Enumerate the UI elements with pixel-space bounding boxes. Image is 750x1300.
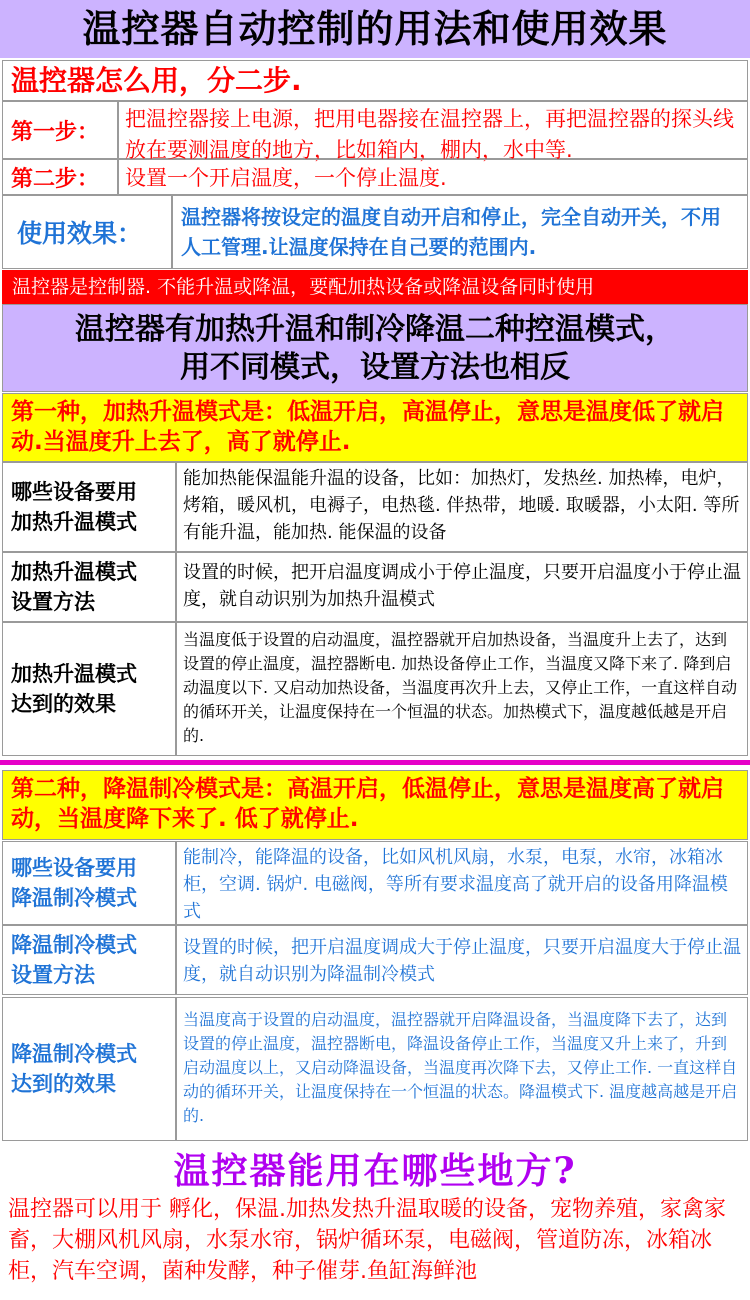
- cooling-result-label-line1: 降温制冷模式: [11, 1042, 137, 1066]
- section-divider: [0, 760, 750, 765]
- heating-result-label: [2, 622, 176, 756]
- cooling-devices-label: [2, 841, 176, 925]
- heating-setting-text: 设置的时候，把开启温度调成小于停止温度，只要开启温度小于停止温度，就自动识别为加热升温模式: [176, 552, 748, 622]
- cooling-setting-text: 设置的时候，把开启温度调成大于停止温度，只要开启温度大于停止温度，就自动识别为降温制冷模式: [176, 925, 748, 995]
- heating-result-text: 当温度低于设置的启动温度，温控器就开启加热设备，当温度升上去了，达到设置的停止温度，温控器断电. 加热设备停止工作，当温度又降下来了. 降到启动温度以下. 又启动加热设备，当温度再次升上去，又停止工作，一直这样自动的循环开关，让温度保持在一个恒温的状态。加热模式下，温度越低越是开启的.: [176, 622, 748, 756]
- heating-devices-label-line1: 哪些设备要用: [11, 480, 137, 504]
- cooling-result-label: [2, 997, 176, 1141]
- cooling-devices-text: 能制冷，能降温的设备，比如风机风扇，水泵，电泵，水帘，冰箱冰柜，空调. 锅炉. 电磁阀，等所有要求温度高了就开启的设备用降温模式: [176, 841, 748, 925]
- step1-label: 第一步：: [2, 101, 118, 159]
- effect-text: 温控器将按设定的温度自动开启和停止，完全自动开关，不用人工管理.让温度保持在自己要的范围内.: [172, 195, 748, 269]
- heating-mode-header: 第一种，加热升温模式是：低温开启，高温停止，意思是温度低了就启动.当温度升上去了，高了就停止.: [2, 393, 748, 462]
- heating-devices-label-line2: 加热升温模式: [11, 510, 137, 534]
- step1-text: 把温控器接上电源，把用电器接在温控器上，再把温控器的探头线放在要测温度的地方，比如箱内，棚内，水中等.: [118, 101, 748, 159]
- modes-line-1: 温控器有加热升温和制冷降温二种控温模式，: [75, 312, 675, 347]
- usage-title: 温控器能用在哪些地方?: [173, 1150, 577, 1192]
- heating-setting-label-line2: 设置方法: [11, 590, 95, 614]
- cooling-setting-label: [2, 925, 176, 995]
- step2-label: 第二步：: [2, 159, 118, 195]
- howto-heading: 温控器怎么用，分二步.: [2, 60, 748, 101]
- cooling-result-label-line2: 达到的效果: [11, 1072, 116, 1096]
- modes-heading: [2, 304, 748, 392]
- usage-text: 温控器可以用于 孵化，保温.加热发热升温取暖的设备，宠物养殖，家禽家畜，大棚风机风扇，水泵水帘，锅炉循环泵，电磁阀，管道防冻，冰箱冰柜，汽车空调，菌种发酵，种子催芽.鱼缸海鲜池: [8, 1197, 726, 1284]
- heating-result-label-line1: 加热升温模式: [11, 662, 137, 686]
- heating-devices-text: 能加热能保温能升温的设备，比如：加热灯，发热丝. 加热棒，电炉，烤箱，暖风机，电褥子，电热毯. 伴热带，地暖. 取暖器，小太阳. 等所有能升温，能加热. 能保温的设备: [176, 462, 748, 552]
- cooling-result-text: 当温度高于设置的启动温度，温控器就开启降温设备，当温度降下去了，达到设置的停止温度，温控器断电，降温设备停止工作，当温度又升上来了，升到启动温度以上，又启动降温设备，当温度再次降下去，又停止工作. 一直这样自动的循环开关，让温度保持在一个恒温的状态。降温模式下. 温度越高越是开启的.: [176, 997, 748, 1141]
- heating-setting-label-line1: 加热升温模式: [11, 560, 137, 584]
- step2-text: 设置一个开启温度，一个停止温度.: [118, 159, 748, 195]
- page-title: 温控器自动控制的用法和使用效果: [0, 0, 750, 58]
- heating-setting-label: [2, 552, 176, 622]
- cooling-setting-label-line2: 设置方法: [11, 963, 95, 987]
- modes-line-2: 用不同模式，设置方法也相反: [180, 350, 570, 385]
- cooling-setting-label-line1: 降温制冷模式: [11, 933, 137, 957]
- heating-result-label-line2: 达到的效果: [11, 692, 116, 716]
- cooling-devices-label-line2: 降温制冷模式: [11, 886, 137, 910]
- warning-banner: 温控器是控制器. 不能升温或降温，要配加热设备或降温设备同时使用: [2, 270, 748, 304]
- effect-label: 使用效果：: [2, 195, 172, 269]
- cooling-mode-header: 第二种，降温制冷模式是：高温开启，低温停止，意思是温度高了就启动，当温度降下来了. 低了就停止.: [2, 770, 748, 840]
- cooling-devices-label-line1: 哪些设备要用: [11, 856, 137, 880]
- heating-devices-label: [2, 462, 176, 552]
